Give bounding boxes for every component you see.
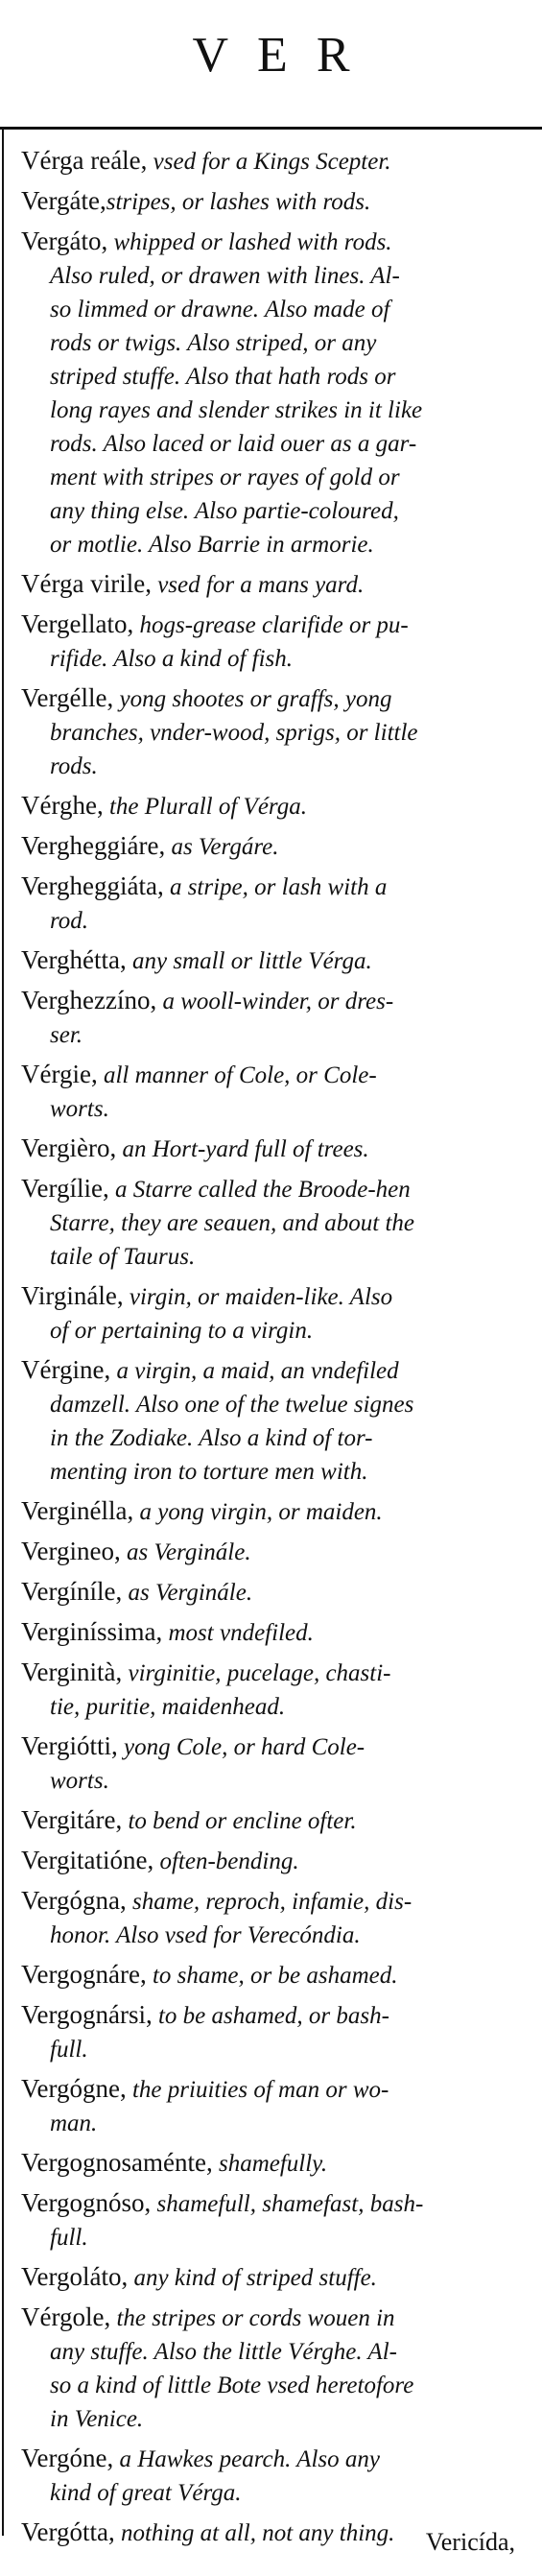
dictionary-entry [21,1494,520,1529]
entry-definition: hogs-grease clarifide or pu- [133,612,409,638]
entry-headword: Vérga virile, [21,569,152,598]
entry-line [21,1279,520,1314]
entry-line [21,2146,520,2181]
entry-definition: yong shootes or graffs, yong [113,686,392,712]
entry-line [21,326,520,360]
entry-headword: Vergógna, [21,1886,127,1915]
entry-definition: branches, vnder-wood, sprigs, or little [50,720,418,746]
entry-definition: the priuities of man or wo- [126,2077,389,2103]
dictionary-entry [21,567,520,602]
entry-line [21,1132,520,1166]
entry-definition: any kind of striped stuffe. [128,2265,377,2291]
entry-headword: Vergáto, [21,227,108,255]
entry-headword: Vergiótti, [21,1731,118,1760]
entry-line [21,716,520,750]
entry-line [21,394,520,427]
dictionary-entry [21,2146,520,2181]
entry-headword: Verginità, [21,1658,123,1686]
header-rule [0,127,542,130]
entry-definition: the Plurall of Vérga. [103,794,307,820]
entry-line [21,2107,520,2140]
entry-line [21,2335,520,2369]
entry-line [21,1535,520,1569]
entry-definition: to bend or encline ofter. [122,1808,357,1834]
dictionary-entry [21,943,520,978]
entry-headword: Vérgine, [21,1355,111,1384]
entry-definition: whipped or lashed with rods. [107,229,392,255]
entry-definition: Starre, they are seauen, and about the [50,1210,415,1236]
entry-definition: virgin, or maiden-like. Also [123,1284,393,1310]
entry-definition: any stuffe. Also the little Vérghe. Al- [50,2339,397,2365]
entry-line [21,360,520,394]
entry-line [21,789,520,823]
dictionary-entry [21,1656,520,1724]
entry-definition: taile of Taurus. [50,1244,196,1270]
entry-definition: of or pertaining to a virgin. [50,1318,314,1344]
entry-line [21,427,520,461]
catchword: Vericída, [425,2528,515,2556]
entry-headword: Vergheggiáta, [21,871,164,900]
entry-headword: Vergógne, [21,2074,127,2103]
entry-line [21,943,520,978]
entry-line [21,1803,520,1838]
dictionary-entry [21,984,520,1052]
entry-line [21,750,520,783]
entry-line [21,2442,520,2476]
entry-line [21,1455,520,1489]
dictionary-entry [21,1729,520,1798]
dictionary-entry [21,681,520,783]
entry-headword: Vergitáre, [21,1805,123,1834]
entry-definition: as Verginále. [120,1539,251,1565]
entry-line [21,1494,520,1529]
entry-definition: any thing else. Also partie-coloured, [50,498,399,524]
dictionary-entry [21,2301,520,2436]
entry-line [21,1353,520,1388]
entry-definition: in the Zodiake. Also a kind of tor- [50,1425,373,1451]
entry-headword: Vergótta, [21,2517,115,2546]
entry-definition: all manner of Cole, or Cole- [97,1062,377,1088]
entry-headword: Vergóne, [21,2444,114,2472]
dictionary-entry [21,870,520,938]
entry-line [21,2260,520,2295]
dictionary-entry [21,2186,520,2254]
entry-line [21,1884,520,1919]
entry-definition: vsed for a mans yard. [151,572,365,598]
entry-definition: nothing at all, not any thing. [114,2520,395,2546]
entry-line [21,1729,520,1764]
entry-definition: rods or twigs. Also striped, or any [50,330,377,356]
dictionary-entry [21,1535,520,1569]
entry-line [21,528,520,561]
entry-headword: Vergáte, [21,186,106,215]
dictionary-entry [21,1575,520,1610]
dictionary-entry [21,1172,520,1274]
entry-line [21,2072,520,2107]
entry-definition: a stripe, or lash with a [163,874,388,900]
entry-headword: Vergièro, [21,1133,117,1162]
entry-line [21,1206,520,1240]
entry-definition: long rayes and slender strikes in it like [50,397,423,423]
dictionary-entry [21,829,520,864]
entry-line [21,1764,520,1798]
entry-definition: worts. [50,1096,109,1122]
entry-headword: Vergognosaménte, [21,2148,213,2177]
entry-line [21,1656,520,1690]
entry-line [21,1615,520,1650]
dictionary-entry [21,184,520,219]
dictionary-entry [21,225,520,561]
entry-definition: Also ruled, or drawen with lines. Al- [50,263,400,289]
entry-headword: Verghétta, [21,945,127,974]
entry-headword: Vérghe, [21,791,104,820]
entry-headword: Vergheggiáre, [21,831,166,860]
entry-headword: Virginále, [21,1281,124,1310]
entry-line [21,1058,520,1092]
entry-line [21,1172,520,1206]
entry-definition: kind of great Vérga. [50,2480,242,2506]
entry-headword: Vergognáre, [21,1960,147,1989]
entry-definition: a wooll-winder, or dres- [156,989,394,1014]
entry-headword: Vergoláto, [21,2262,129,2291]
entry-definition: so limmed or drawne. Also made of [50,297,390,322]
entry-line [21,1388,520,1421]
entry-definition: menting iron to torture men with. [50,1459,368,1485]
dictionary-entry [21,1958,520,1992]
entry-headword: Vérga reále, [21,146,148,175]
entry-definition: stripes, or lashes with rods. [106,189,371,215]
entry-definition: rifide. Also a kind of fish. [50,646,294,672]
entry-definition: rod. [50,908,89,934]
entry-line [21,2186,520,2221]
entry-definition: full. [50,2037,88,2063]
entry-line [21,461,520,494]
entry-definition: an Hort-yard full of trees. [116,1136,369,1162]
dictionary-entry [21,2442,520,2510]
entry-definition: rods. [50,753,98,779]
entry-definition: a yong virgin, or maiden. [133,1499,383,1525]
entry-line [21,1314,520,1348]
entry-line [21,681,520,716]
entry-line [21,144,520,179]
entry-definition: as Verginále. [122,1580,253,1606]
entry-definition: tie, puritie, maidenhead. [50,1694,286,1720]
dictionary-entry [21,789,520,823]
entry-definition: full. [50,2225,88,2251]
entry-definition: any small or little Vérga. [126,948,372,974]
entry-definition: yong Cole, or hard Cole- [117,1734,365,1760]
dictionary-entry [21,1058,520,1126]
entry-line [21,1844,520,1878]
entry-line [21,2476,520,2510]
dictionary-entry [21,608,520,676]
entry-headword: Vergognóso, [21,2188,152,2217]
entry-headword: Vergílie, [21,1174,109,1203]
entry-line [21,608,520,642]
entry-definition: shamefull, shamefast, bash- [151,2191,424,2217]
entry-definition: honor. Also vsed for Verecóndia. [50,1922,361,1948]
entry-line [21,293,520,326]
entry-definition: to shame, or be ashamed. [146,1963,398,1989]
dictionary-entry [21,1132,520,1166]
entry-line [21,870,520,904]
entry-line [21,642,520,676]
entry-definition: to be ashamed, or bash- [152,2003,389,2029]
entry-headword: Vergineo, [21,1537,121,1565]
entry-headword: Verginélla, [21,1496,134,1525]
entry-line [21,2369,520,2402]
dictionary-entry [21,144,520,179]
entry-definition: a Starre called the Broode-hen [108,1177,411,1203]
entry-definition: as Vergáre. [165,834,279,860]
entry-definition: the stripes or cords wouen in [110,2305,395,2331]
entry-line [21,1240,520,1274]
dictionary-entry [21,1844,520,1878]
entry-line [21,1018,520,1052]
entry-line [21,904,520,938]
entry-definition: man. [50,2111,98,2136]
dictionary-entry [21,1803,520,1838]
entry-headword: Vérgole, [21,2302,111,2331]
entry-definition: or motlie. Also Barrie in armorie. [50,532,374,558]
entry-headword: Vergíníle, [21,1577,123,1606]
entry-line [21,984,520,1018]
entry-headword: Vergélle, [21,683,114,712]
entry-definition: striped stuffe. Also that hath rods or [50,364,396,390]
dictionary-entry [21,1279,520,1348]
entry-headword: Verginíssima, [21,1617,163,1646]
entry-definition: vsed for a Kings Scepter. [147,149,391,175]
dictionary-entry [21,1353,520,1489]
entry-definition: shamefully. [212,2151,328,2177]
column-rule [2,127,4,2536]
entry-definition: often-bending. [153,1849,299,1874]
entry-line [21,829,520,864]
entry-headword: Vérgie, [21,1060,98,1088]
entry-line [21,225,520,259]
entry-definition: a virgin, a maid, an vndefiled [110,1358,399,1384]
entry-line [21,259,520,293]
entry-line [21,1998,520,2033]
entry-line [21,2221,520,2254]
entry-definition: rods. Also laced or laid ouer as a gar- [50,431,417,457]
entry-definition: ser. [50,1022,83,1048]
entry-line [21,1958,520,1992]
dictionary-entry [21,2260,520,2295]
entry-definition: so a kind of little Bote vsed heretofore [50,2373,414,2398]
entry-line [21,2033,520,2066]
dictionary-entry [21,1615,520,1650]
entry-headword: Vergitatióne, [21,1846,154,1874]
entry-line [21,184,520,219]
entry-definition: a Hawkes pearch. Also any [113,2446,380,2472]
entry-line [21,1092,520,1126]
entry-definition: in Venice. [50,2406,144,2432]
entry-line [21,567,520,602]
dictionary-entry [21,1998,520,2066]
entry-headword: Vergognársi, [21,2000,153,2029]
entry-definition: shame, reproch, infamie, dis- [126,1889,412,1915]
entry-definition: ment with stripes or rayes of gold or [50,465,400,490]
dictionary-entry [21,1884,520,1952]
entry-definition: virginitie, pucelage, chasti- [122,1660,391,1686]
entry-line [21,1575,520,1610]
entry-headword: Vergellato, [21,609,134,638]
entry-headword: Verghezzíno, [21,986,157,1014]
running-head: VER [192,28,379,83]
entry-line [21,494,520,528]
entry-line [21,2402,520,2436]
entry-definition: damzell. Also one of the twelue signes [50,1392,414,1418]
entry-definition: worts. [50,1768,109,1794]
entry-line [21,1421,520,1455]
entry-line [21,1919,520,1952]
entry-definition: most vndefiled. [162,1620,314,1646]
entry-list [21,144,520,2556]
entry-line [21,1690,520,1724]
entry-line [21,2301,520,2335]
dictionary-entry [21,2072,520,2140]
